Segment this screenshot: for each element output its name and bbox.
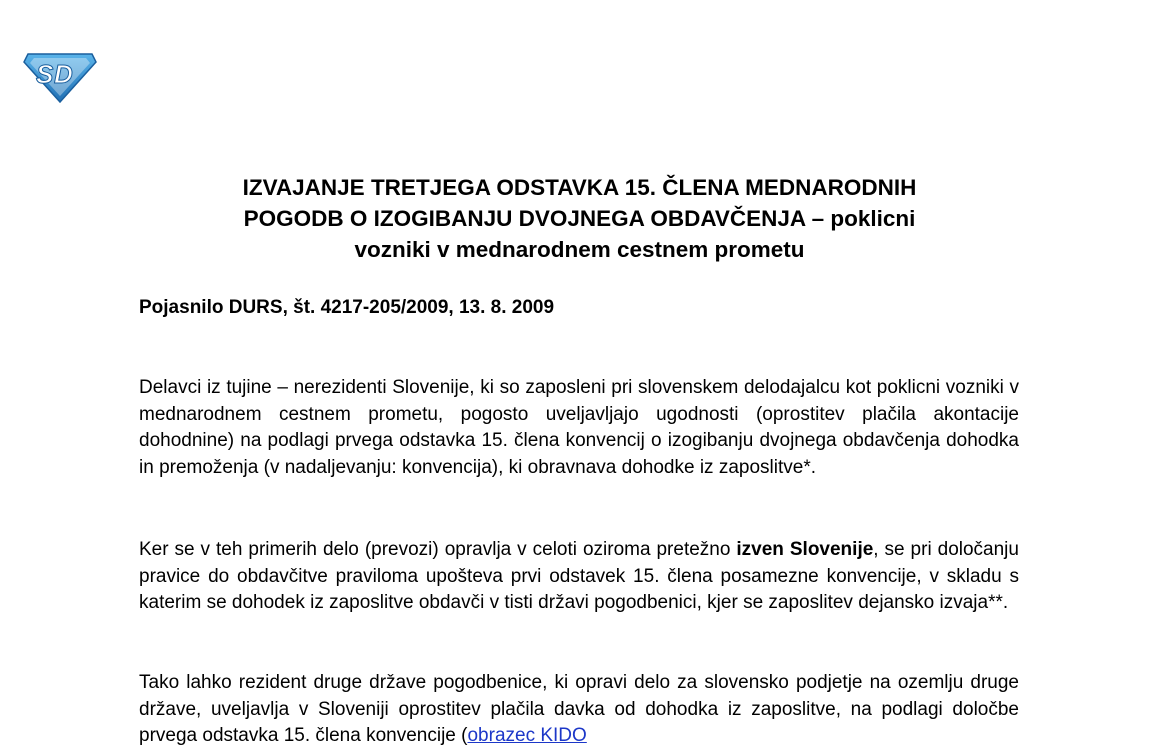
title-line-3: vozniki v mednarodnem cestnem prometu (354, 237, 805, 262)
document-title (140, 172, 1019, 265)
paragraph-3 (139, 670, 1019, 750)
paragraph-2-emphasis: izven Slovenije (736, 539, 874, 560)
title-line-2: POGODB O IZOGIBANJU DVOJNEGA OBDAVČENJA – poklicni (243, 206, 916, 231)
paragraph-2-text-a: Ker se v teh primerih delo (prevozi) opravlja v celoti oziroma pretežno (139, 539, 737, 560)
paragraph-3-text: Tako lahko rezident druge države pogodbenice, ki opravi delo za slovensko podjetje na ozemlju druge države, uveljavlja v Sloveniji oprostitev plačila davka od dohodka iz zaposlitve, na podlagi določbe prvega odstavka 15. člena konvencije ( (139, 672, 1019, 746)
kido-form-link[interactable]: obrazec KIDO (467, 725, 587, 746)
title-line-1: IZVAJANJE TRETJEGA ODSTAVKA 15. ČLENA MEDNARODNIH (242, 175, 917, 200)
paragraph-1: Delavci iz tujine – nerezidenti Slovenije, ki so zaposleni pri slovenskem delodajalcu kot poklicni vozniki v mednarodnem cestnem prometu, pogosto uveljavljajo ugodnosti (oprostitev plačila akontacije dohodnine) na podlagi prvega odstavka 15. člena konvencij o izogibanju dvojnega obdavčenja dohodka in premoženja (v nadaljevanju: konvencija), ki obravnava dohodke iz zaposlitve*. (139, 377, 1019, 478)
company-logo (22, 50, 98, 104)
paragraph-2 (139, 537, 1019, 617)
document-reference: Pojasnilo DURS, št. 4217-205/2009, 13. 8. 2009 (139, 297, 555, 318)
svg-text:S: S (36, 59, 54, 89)
svg-text:D: D (54, 59, 73, 89)
paragraph-2-text-b: , se pri določanju pravice do obdavčitve praviloma upošteva prvi odstavek 15. člena posamezne konvencije, v skladu s katerim se dohodek iz zaposlitve obdavči v tisti državi pogodbenici, kjer se zaposlitev dejansko izvaja**. (139, 539, 1019, 613)
sd-shield-logo-icon (22, 50, 98, 104)
